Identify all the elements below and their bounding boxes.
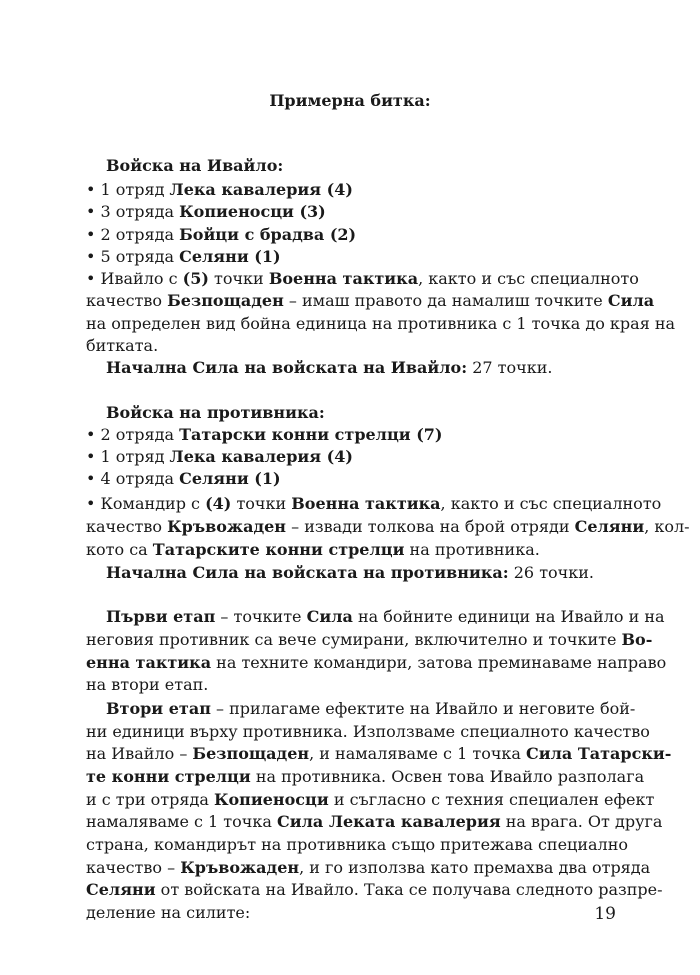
bold-term: Селяни bbox=[574, 517, 645, 536]
bold-term: Лека кавалерия (4) bbox=[169, 447, 353, 466]
text-line bbox=[86, 766, 645, 788]
text-run: – прилагаме ефектите на Ивайло и неговите бой- bbox=[210, 699, 636, 718]
text-run: точки bbox=[208, 269, 269, 288]
text-line bbox=[106, 606, 665, 628]
text-run: на противника. Освен това Ивайло разполага bbox=[250, 767, 645, 786]
text-line bbox=[86, 879, 663, 901]
text-run: точки bbox=[231, 494, 292, 513]
bold-term: Начална Сила на войската на противника: bbox=[106, 563, 509, 582]
text-line bbox=[86, 201, 620, 223]
text-run: качество bbox=[86, 291, 168, 310]
text-line bbox=[86, 468, 620, 490]
text-run: ни единици върху противника. Използваме специалното качество bbox=[86, 722, 650, 741]
text-run: 26 точки. bbox=[508, 563, 594, 582]
bold-term: те конни стрелци bbox=[86, 767, 251, 786]
text-run: на бойните единици на Ивайло и на bbox=[352, 607, 665, 626]
text-run: • 2 отряда bbox=[86, 225, 180, 244]
bold-term: Бойци с брадва (2) bbox=[179, 225, 357, 244]
text-run: 27 точки. bbox=[467, 358, 553, 377]
text-line bbox=[106, 562, 620, 584]
text-run: на врага. От друга bbox=[500, 812, 663, 831]
text-line bbox=[86, 834, 628, 856]
bold-term: Сила Татарски- bbox=[526, 744, 672, 763]
text-line bbox=[86, 652, 667, 674]
text-line bbox=[86, 446, 620, 468]
text-run: на Ивайло – bbox=[86, 744, 193, 763]
bold-term: Войска на Ивайло: bbox=[106, 156, 284, 175]
text-run: на техните командири, затова преминаваме направо bbox=[211, 653, 667, 672]
text-run: и съгласно с техния специален ефект bbox=[328, 790, 655, 809]
text-run: деление на силите: bbox=[86, 903, 251, 922]
text-line bbox=[106, 155, 620, 177]
bold-term: Копиеносци (3) bbox=[179, 202, 326, 221]
text-run: битката. bbox=[86, 336, 159, 355]
bold-term: Военна тактика bbox=[268, 269, 419, 288]
text-run: • 5 отряда bbox=[86, 247, 180, 266]
text-line bbox=[86, 674, 620, 696]
bold-term: Татарски конни стрелци (7) bbox=[179, 425, 443, 444]
text-line bbox=[106, 357, 620, 379]
text-line bbox=[86, 179, 620, 201]
text-line bbox=[86, 335, 620, 357]
text-run: • 1 отряд bbox=[86, 180, 170, 199]
text-line bbox=[86, 313, 676, 335]
bold-term: Сила bbox=[306, 607, 353, 626]
text-line bbox=[106, 402, 620, 424]
bold-term: Сила Леката кавалерия bbox=[277, 812, 501, 831]
text-run: кото са bbox=[86, 540, 153, 559]
bold-term: Кръвожаден bbox=[180, 858, 300, 877]
text-line bbox=[86, 224, 620, 246]
text-run: страна, командирът на противника също притежава специално bbox=[86, 835, 628, 854]
text-run: , и намаляваме с 1 точка bbox=[309, 744, 527, 763]
text-run: – извади толкова на брой отряди bbox=[286, 517, 575, 536]
text-run: , както и със специалното bbox=[440, 494, 662, 513]
bold-term: Селяни (1) bbox=[179, 469, 281, 488]
text-run: от войската на Ивайло. Така се получава следното разпре- bbox=[155, 880, 663, 899]
text-line bbox=[86, 424, 620, 446]
text-line bbox=[86, 246, 620, 268]
text-run: на противника. bbox=[404, 540, 540, 559]
bold-term: (4) bbox=[205, 494, 232, 513]
text-line bbox=[86, 721, 650, 743]
text-line bbox=[86, 902, 620, 924]
text-line bbox=[106, 698, 636, 720]
text-line bbox=[86, 290, 655, 312]
text-line bbox=[86, 857, 651, 879]
text-run: , както и със специалното bbox=[418, 269, 639, 288]
bold-term: Селяни (1) bbox=[179, 247, 281, 266]
text-run: • 1 отряд bbox=[86, 447, 170, 466]
bold-term: Татарските конни стрелци bbox=[152, 540, 405, 559]
text-run: • Ивайло с bbox=[86, 269, 183, 288]
bold-term: Лека кавалерия (4) bbox=[169, 180, 353, 199]
text-run: • Командир с bbox=[86, 494, 206, 513]
text-run: намаляваме с 1 точка bbox=[86, 812, 277, 831]
text-run: и с три отряда bbox=[86, 790, 214, 809]
text-run: на втори етап. bbox=[86, 675, 209, 694]
bold-term: Во- bbox=[621, 630, 653, 649]
page-number: 19 bbox=[594, 904, 616, 924]
text-run: неговия противник са вече сумирани, включително и точките bbox=[86, 630, 622, 649]
text-line bbox=[86, 493, 662, 515]
text-line bbox=[86, 516, 690, 538]
bold-term: Първи етап bbox=[106, 607, 216, 626]
text-run: • 2 отряда bbox=[86, 425, 180, 444]
page-title: Примерна битка: bbox=[269, 91, 431, 110]
text-line bbox=[86, 629, 653, 651]
bold-term: Кръвожаден bbox=[167, 517, 287, 536]
bold-term: Копиеносци bbox=[213, 790, 329, 809]
text-line bbox=[86, 743, 672, 765]
text-line bbox=[86, 811, 663, 833]
bold-term: Безпощаден bbox=[167, 291, 284, 310]
text-run: – точките bbox=[215, 607, 307, 626]
bold-term: Военна тактика bbox=[291, 494, 441, 513]
text-run: на определен вид бойна единица на противника с 1 точка до края на bbox=[86, 314, 676, 333]
text-run: • 3 отряда bbox=[86, 202, 180, 221]
bold-term: Войска на противника: bbox=[106, 403, 325, 422]
text-line bbox=[86, 789, 655, 811]
text-run: – имаш правото да намалиш точките bbox=[283, 291, 608, 310]
bold-term: Втори етап bbox=[106, 699, 211, 718]
bold-term: енна тактика bbox=[86, 653, 212, 672]
bold-term: Сила bbox=[607, 291, 655, 310]
text-run: • 4 отряда bbox=[86, 469, 180, 488]
bold-term: Начална Сила на войската на Ивайло: bbox=[106, 358, 468, 377]
text-run: качество – bbox=[86, 858, 181, 877]
text-run: , и го използва като премахва два отряда bbox=[299, 858, 651, 877]
text-run: , кол- bbox=[644, 517, 690, 536]
text-line bbox=[86, 268, 639, 290]
bold-term: (5) bbox=[182, 269, 209, 288]
bold-term: Безпощаден bbox=[192, 744, 310, 763]
text-line bbox=[86, 539, 620, 561]
text-run: качество bbox=[86, 517, 168, 536]
bold-term: Селяни bbox=[86, 880, 156, 899]
